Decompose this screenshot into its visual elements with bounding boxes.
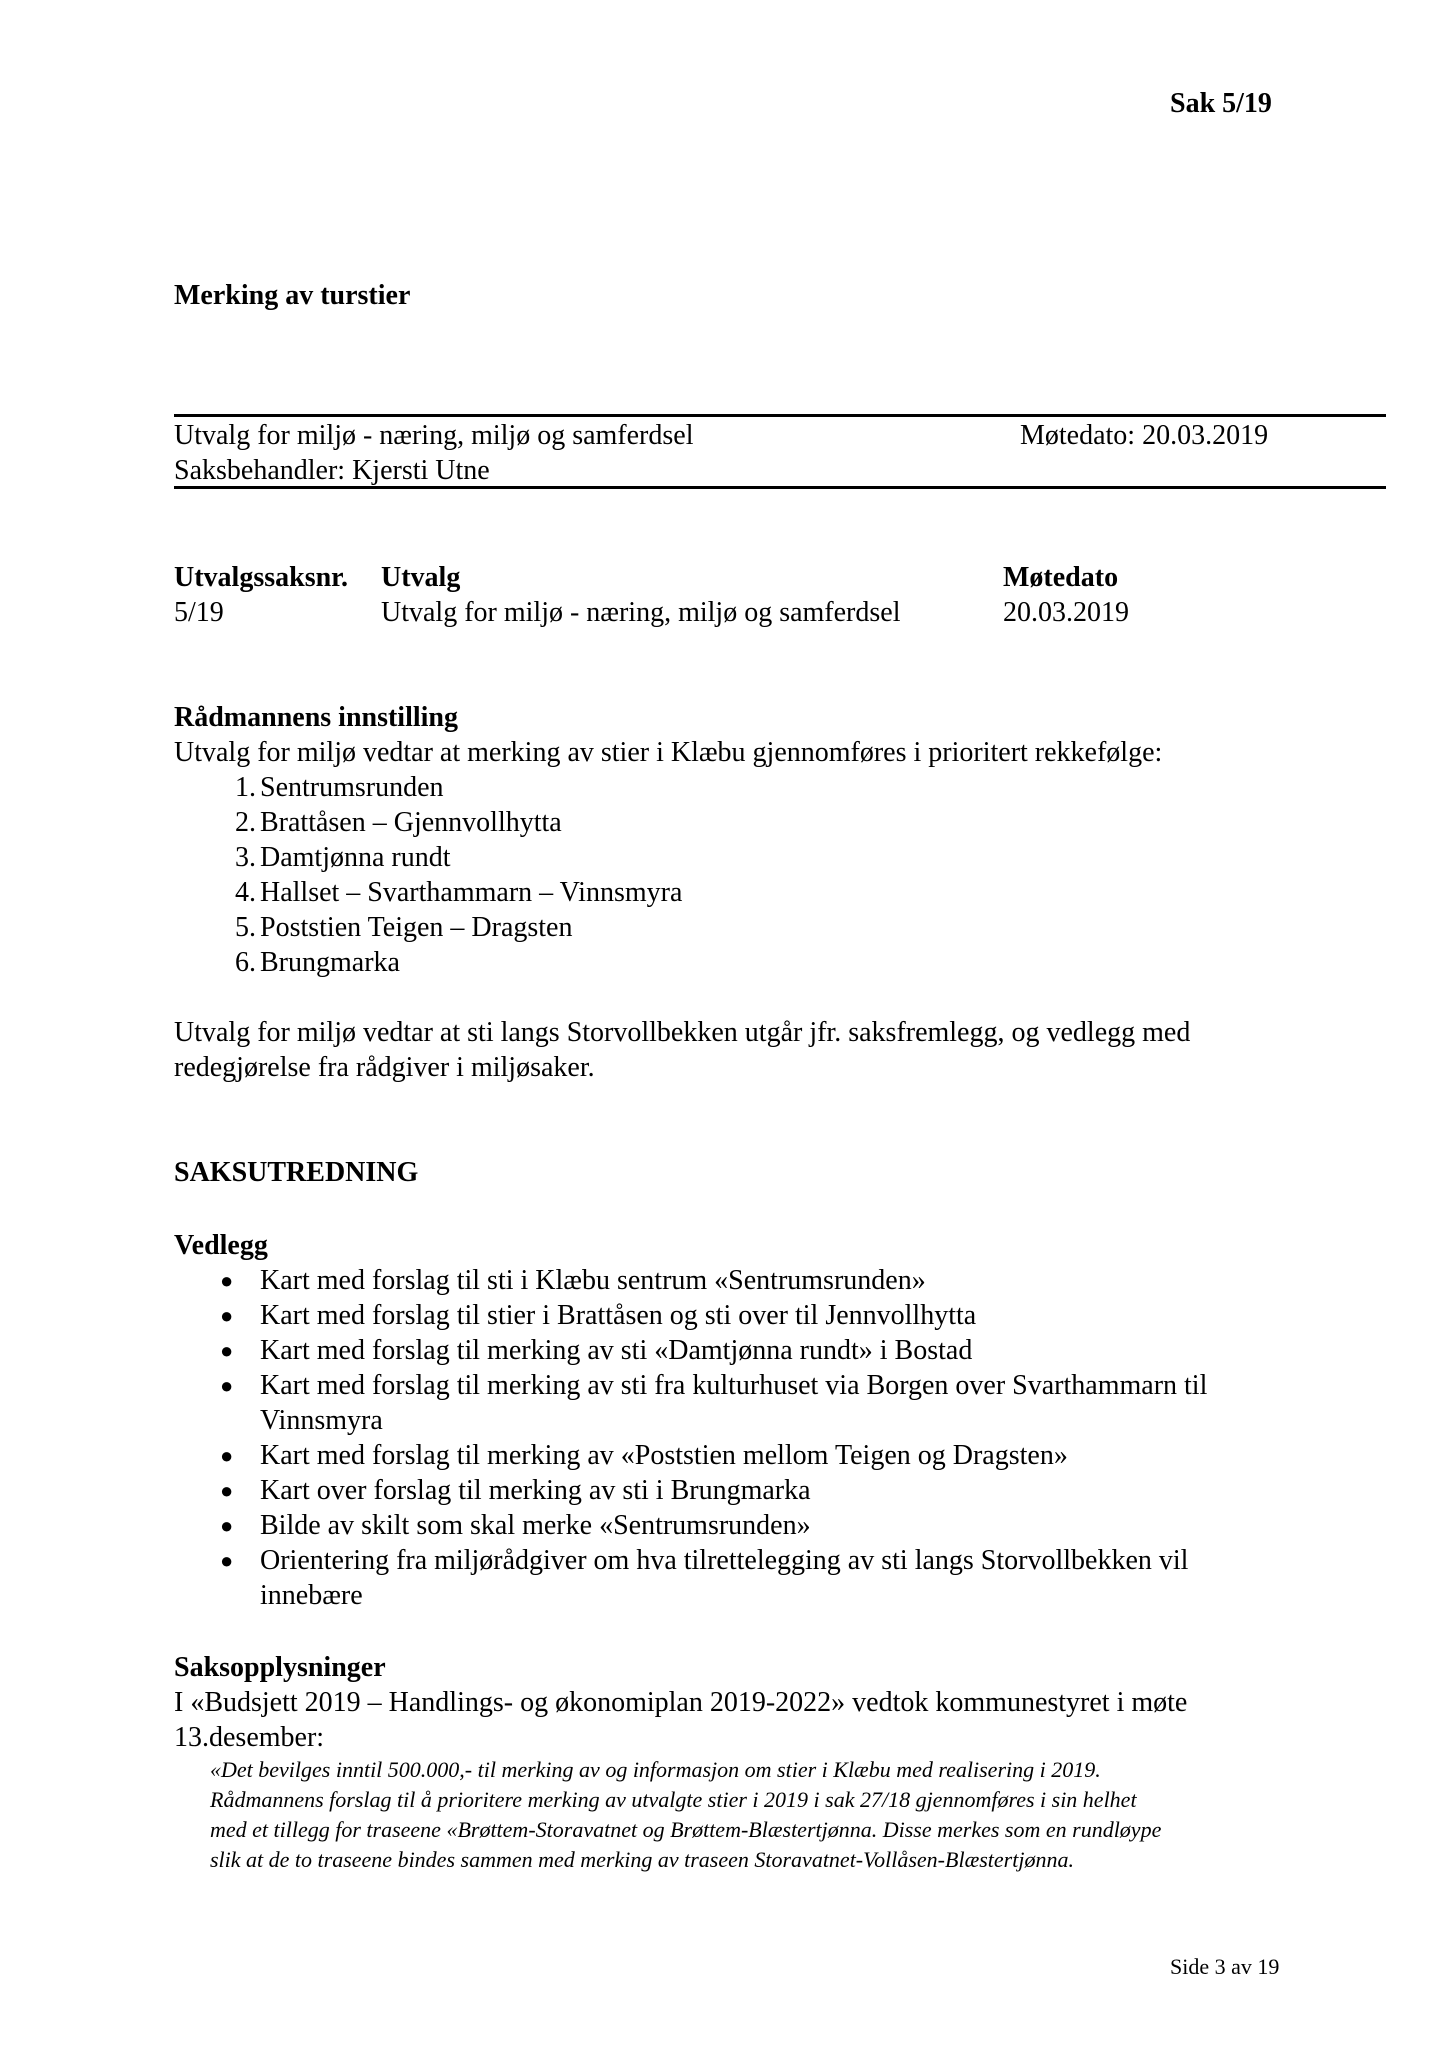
bullet-icon: ●	[220, 1478, 234, 1503]
attachment-text-continued: innebære	[260, 1580, 363, 1611]
saksutredning-heading: SAKSUTREDNING	[174, 1157, 419, 1188]
quote-line: Rådmannens forslag til å prioritere merking av utvalgte stier i 2019 i sak 27/18 gjennomføres i sin helhet	[210, 1787, 1137, 1812]
attachments-heading: Vedlegg	[174, 1230, 268, 1261]
committee-name: Utvalg for miljø - næring, miljø og samferdsel	[174, 420, 694, 451]
table-header-meeting-date: Møtedato	[1003, 562, 1119, 593]
table-cell-committee: Utvalg for miljø - næring, miljø og samferdsel	[381, 597, 901, 628]
case-officer: Saksbehandler: Kjersti Utne	[174, 455, 490, 486]
info-heading: Saksopplysninger	[174, 1652, 386, 1683]
bullet-icon: ●	[220, 1303, 234, 1328]
bullet-icon: ●	[220, 1513, 234, 1538]
bullet-icon: ●	[220, 1338, 234, 1363]
attachment-text: Kart med forslag til merking av sti «Damtjønna rundt» i Bostad	[260, 1335, 973, 1366]
list-text: Hallset – Svarthammarn – Vinnsmyra	[260, 877, 683, 908]
attachment-text-continued: Vinnsmyra	[260, 1405, 383, 1436]
info-text-line-1: I «Budsjett 2019 – Handlings- og økonomiplan 2019-2022» vedtok kommunestyret i møte	[174, 1687, 1188, 1718]
list-number: 1.	[235, 772, 256, 803]
attachment-text: Bilde av skilt som skal merke «Sentrumsrunden»	[260, 1510, 811, 1541]
list-number: 2.	[235, 807, 256, 838]
page-title: Merking av turstier	[174, 280, 411, 311]
attachment-text: Kart over forslag til merking av sti i Brungmarka	[260, 1475, 811, 1506]
list-number: 5.	[235, 912, 256, 943]
page-number: Side 3 av 19	[1170, 1954, 1280, 1979]
attachment-text: Orientering fra miljørådgiver om hva tilrettelegging av sti langs Storvollbekken vil	[260, 1545, 1189, 1576]
attachment-text: Kart med forslag til sti i Klæbu sentrum «Sentrumsrunden»	[260, 1265, 926, 1296]
table-header-case-number: Utvalgssaksnr.	[174, 562, 349, 593]
list-text: Brungmarka	[260, 947, 400, 978]
top-rule	[174, 414, 1386, 417]
bottom-rule	[174, 486, 1386, 489]
meeting-date: Møtedato: 20.03.2019	[1020, 420, 1269, 451]
list-number: 3.	[235, 842, 256, 873]
quote-line: «Det bevilges inntil 500.000,- til merking av og informasjon om stier i Klæbu med realisering i 2019.	[210, 1757, 1101, 1782]
bullet-icon: ●	[220, 1373, 234, 1398]
table-header-committee: Utvalg	[381, 562, 461, 593]
bullet-icon: ●	[220, 1268, 234, 1293]
list-text: Poststien Teigen – Dragsten	[260, 912, 573, 943]
quote-line: slik at de to traseene bindes sammen med merking av traseen Storavatnet-Vollåsen-Blæstertjønna.	[210, 1847, 1074, 1872]
list-number: 4.	[235, 877, 256, 908]
list-text: Sentrumsrunden	[260, 772, 444, 803]
bullet-icon: ●	[220, 1548, 234, 1573]
quote-line: med et tillegg for traseene «Brøttem-Storavatnet og Brøttem-Blæstertjønna. Disse merkes som en rundløype	[210, 1817, 1162, 1842]
decision-text-line-1: Utvalg for miljø vedtar at sti langs Storvollbekken utgår jfr. saksfremlegg, og vedlegg med	[174, 1017, 1191, 1048]
info-text-line-2: 13.desember:	[174, 1722, 325, 1753]
table-cell-case-number: 5/19	[174, 597, 224, 628]
list-number: 6.	[235, 947, 256, 978]
recommendation-heading: Rådmannens innstilling	[174, 702, 458, 733]
table-cell-meeting-date: 20.03.2019	[1003, 597, 1129, 628]
decision-text-line-2: redegjørelse fra rådgiver i miljøsaker.	[174, 1052, 595, 1083]
attachment-text: Kart med forslag til stier i Brattåsen og sti over til Jennvollhytta	[260, 1300, 977, 1331]
recommendation-intro: Utvalg for miljø vedtar at merking av stier i Klæbu gjennomføres i prioritert rekkefølge:	[174, 737, 1163, 768]
attachment-text: Kart med forslag til merking av sti fra kulturhuset via Borgen over Svarthammarn til	[260, 1370, 1208, 1401]
case-reference: Sak 5/19	[1170, 88, 1272, 119]
list-text: Damtjønna rundt	[260, 842, 451, 873]
list-text: Brattåsen – Gjennvollhytta	[260, 807, 562, 838]
bullet-icon: ●	[220, 1443, 234, 1468]
attachment-text: Kart med forslag til merking av «Poststien mellom Teigen og Dragsten»	[260, 1440, 1068, 1471]
